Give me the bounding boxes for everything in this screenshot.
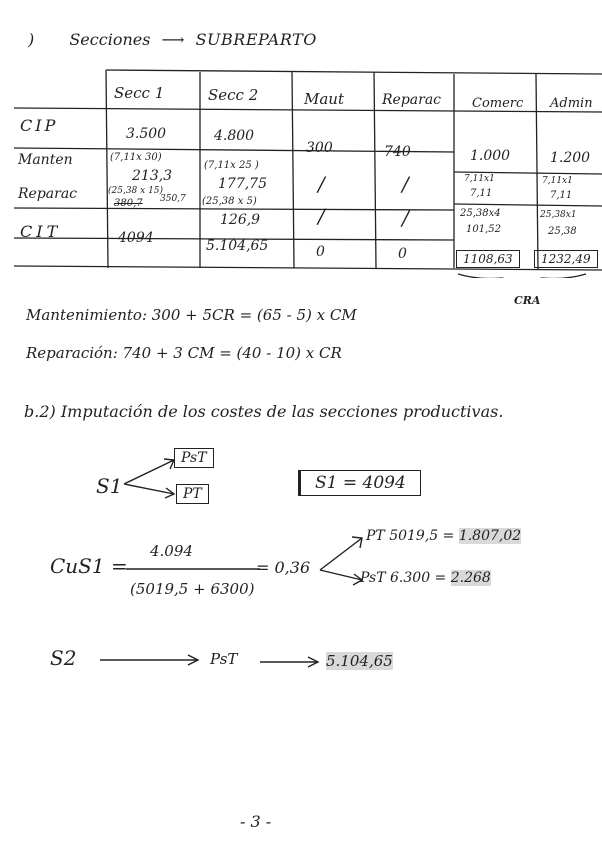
s1-boxed-total: S1 = 4094 <box>298 470 421 496</box>
reparac-maut-slash: / <box>318 204 325 228</box>
manten-secc2-formula: (7,11x 25 ) <box>204 160 259 171</box>
s1-source: S1 <box>96 474 123 498</box>
manten-admin-formula: 7,11x1 <box>542 176 573 186</box>
fraction-bar <box>124 566 264 572</box>
header-secc2: Secc 2 <box>208 86 259 104</box>
cip-admin: 1.200 <box>550 150 591 166</box>
reparac-comerc-formula: 25,38x4 <box>460 208 501 219</box>
branch-pt-label: PT 5019,5 = <box>366 528 455 544</box>
manten-comerc-formula: 7,11x1 <box>464 174 495 184</box>
header-admin: Admin <box>550 96 593 111</box>
s1-branch-arrows <box>120 454 180 500</box>
heading-prefix: ) <box>28 30 35 49</box>
reparac-admin-formula: 25,38x1 <box>540 210 577 220</box>
equation-mantenimiento: Mantenimiento: 300 + 5CR = (65 - 5) x CM <box>26 306 357 324</box>
heading-left: Secciones <box>69 30 151 49</box>
reparac-secc2-value: 126,9 <box>220 212 261 228</box>
heading <box>28 30 317 49</box>
s2-arrow-2 <box>258 654 322 670</box>
cit-secc1: 4094 <box>118 230 154 246</box>
page-number: - 3 - <box>240 812 272 831</box>
s2-target: PsT <box>210 650 238 668</box>
cip-secc2: 4.800 <box>214 128 255 144</box>
cip-reparac: 740 <box>384 144 411 160</box>
s1-target-pst: PsT <box>174 448 214 468</box>
row-label-cit: CIT <box>20 222 62 241</box>
manten-secc1-value: 213,3 <box>132 168 173 184</box>
cus1-numerator: 4.094 <box>150 542 193 560</box>
equation-reparacion: Reparación: 740 + 3 CM = (40 - 10) x CR <box>26 344 342 362</box>
reparac-admin-value: 25,38 <box>548 226 577 237</box>
cit-reparac: 0 <box>398 246 407 262</box>
reparac-reparac-slash: / <box>402 206 409 230</box>
branch-pt <box>366 528 521 544</box>
heading-arrow: ⟶ <box>161 30 185 49</box>
s1-target-pt: PT <box>176 484 209 504</box>
branch-pst <box>360 570 491 586</box>
branch-pst-label: PsT 6.300 = <box>360 570 447 586</box>
cit-secc2: 5.104,65 <box>206 238 269 254</box>
manten-comerc-value: 7,11 <box>470 188 493 199</box>
manten-maut-slash: / <box>318 172 325 196</box>
cra-label: CRA <box>514 294 541 307</box>
header-maut: Maut <box>304 90 344 108</box>
header-reparac: Reparac <box>382 92 442 108</box>
reparac-secc1-value: 350,7 <box>160 194 186 204</box>
s2-value: 5.104,65 <box>326 652 393 670</box>
manten-secc1-formula: (7,11x 30) <box>110 152 162 163</box>
s2-arrow-1 <box>98 652 202 668</box>
cip-secc1: 3.500 <box>126 126 167 142</box>
reparac-secc2-formula: (25,38 x 5) <box>202 196 257 207</box>
branch-pt-value: 1.807,02 <box>458 528 522 544</box>
subreparto-table <box>14 68 602 307</box>
reparac-comerc-value: 101,52 <box>466 224 501 235</box>
cip-maut: 300 <box>306 140 333 156</box>
section-b2-title: b.2) Imputación de los costes de las secciones productivas. <box>24 402 504 421</box>
row-label-cip: CIP <box>20 116 59 135</box>
manten-secc2-value: 177,75 <box>218 176 267 192</box>
manten-reparac-slash: / <box>402 172 409 196</box>
reparac-secc1-struck: 380,7 <box>114 198 143 209</box>
row-label-reparac: Reparac <box>18 186 78 202</box>
cit-maut: 0 <box>316 244 325 260</box>
reparac-secc1-formula: (25,38 x 15) <box>108 186 164 196</box>
row-label-manten: Manten <box>18 152 73 168</box>
heading-right: SUBREPARTO <box>195 30 317 49</box>
cus1-result: = 0,36 <box>256 558 311 577</box>
s2-source: S2 <box>50 646 77 670</box>
manten-admin-value: 7,11 <box>550 190 573 201</box>
cus1-label: CuS1 = <box>50 554 128 578</box>
cus1-denominator: (5019,5 + 6300) <box>130 580 255 598</box>
branch-pst-value: 2.268 <box>450 570 491 586</box>
cip-comerc: 1.000 <box>470 148 511 164</box>
cit-admin: 1232,49 <box>534 250 598 268</box>
cit-comerc: 1108,63 <box>456 250 520 268</box>
header-comerc: Comerc <box>472 96 524 111</box>
header-secc1: Secc 1 <box>114 84 165 102</box>
